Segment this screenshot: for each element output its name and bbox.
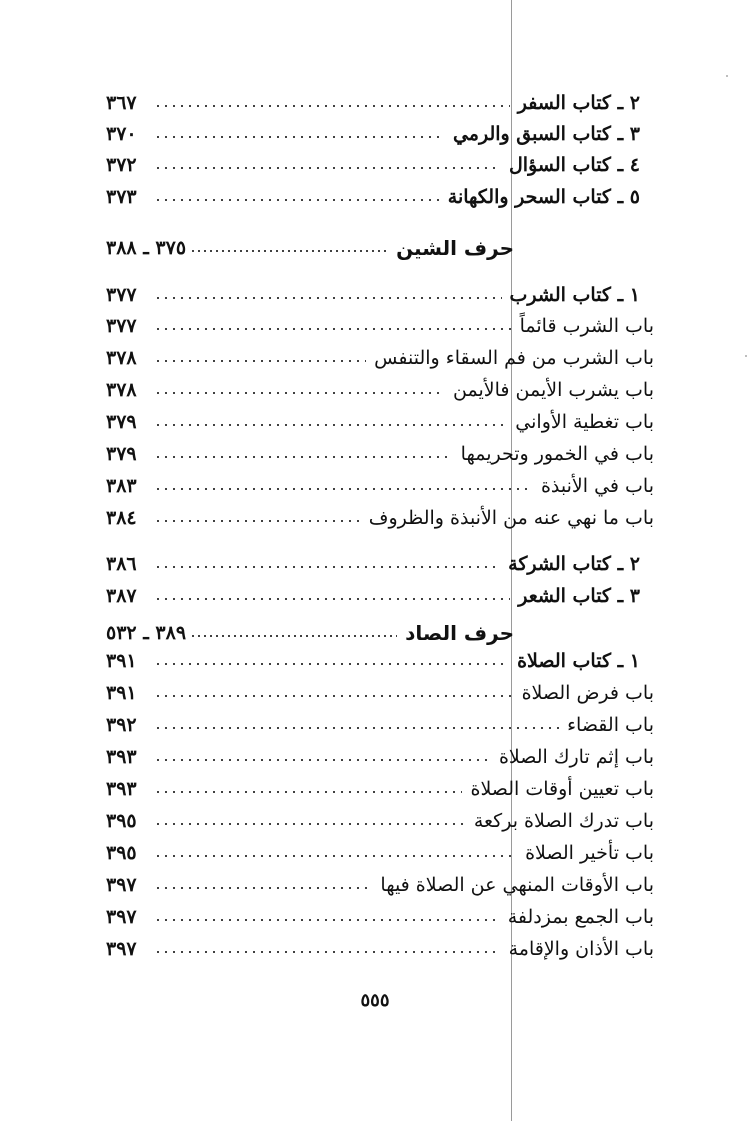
- toc-entry: [106, 470, 654, 502]
- toc-entry: [106, 310, 654, 342]
- toc-entry-title: باب فرض الصلاة: [521, 682, 654, 704]
- toc-entry-page: ٣٨٣: [106, 475, 137, 497]
- dot-leader: [154, 392, 445, 394]
- dot-leader: [154, 663, 509, 665]
- toc-entry-title: ٢ ـ كتاب السفر: [517, 92, 640, 114]
- toc-entry-page: ٣٨٦: [106, 553, 137, 575]
- toc-entry-title: ٣ ـ كتاب الشعر: [518, 585, 640, 607]
- dot-leader: [154, 791, 462, 793]
- toc-entry-page: ٣٧٨: [106, 379, 137, 401]
- paper-speck: [726, 75, 728, 77]
- toc-entry-page: ٣٩١: [106, 682, 137, 704]
- dot-leader: [154, 855, 517, 857]
- toc-entry-page: ٣٩١: [106, 650, 137, 672]
- toc-entry-title: باب الأذان والإقامة: [508, 938, 654, 960]
- dot-leader: [154, 360, 366, 362]
- toc-entry-page: ٣٧٩: [106, 443, 137, 465]
- toc-entry-title: باب تأخير الصلاة: [525, 842, 654, 864]
- toc-entry-title: باب الجمع بمزدلفة: [507, 906, 654, 928]
- toc-entry-title: باب في الأنبذة: [540, 475, 654, 497]
- dot-leader: [190, 250, 388, 252]
- dot-leader: [154, 951, 501, 953]
- toc-entry: [106, 933, 654, 965]
- toc-entry-page: ٣٩٧: [106, 906, 137, 928]
- dot-leader: [154, 488, 533, 490]
- toc-entry: [106, 118, 654, 150]
- dot-leader: [154, 727, 559, 729]
- dot-leader: [154, 105, 510, 107]
- toc-entry-page: ٣٩٣: [106, 778, 137, 800]
- section-heading-title: حرف الشين: [396, 236, 514, 260]
- toc-entry: [106, 580, 654, 612]
- toc-entry-title: باب القضاء: [567, 714, 654, 736]
- dot-leader: [154, 167, 501, 169]
- dot-leader: [154, 919, 500, 921]
- toc-entry: [106, 87, 654, 119]
- toc-entry-title: ٣ ـ كتاب السبق والرمي: [452, 123, 640, 145]
- toc-entry-page: ٣٧٩: [106, 411, 137, 433]
- toc-entry: [106, 837, 654, 869]
- toc-entry-page: ٣٧٧: [106, 284, 137, 306]
- toc-entry-title: ١ ـ كتاب الشرب: [509, 284, 640, 306]
- toc-entry-page: ٣٨٧: [106, 585, 137, 607]
- page-number: ٥٥٥: [360, 990, 390, 1011]
- toc-entry-title: باب ما نهي عنه من الأنبذة والظروف: [368, 507, 654, 529]
- section-heading-row: [106, 232, 654, 264]
- dot-leader: [154, 297, 502, 299]
- section-page-range: ٣٧٥ ـ ٣٨٨: [106, 237, 187, 259]
- toc-entry: [106, 741, 654, 773]
- toc-entry: [106, 279, 654, 311]
- dot-leader: [154, 695, 514, 697]
- dot-leader: [154, 598, 510, 600]
- toc-entry: [106, 805, 654, 837]
- toc-entry: [106, 773, 654, 805]
- toc-entry-page: ٣٩٥: [106, 842, 137, 864]
- section-heading-title: حرف الصاد: [405, 621, 514, 645]
- toc-entry: [106, 677, 654, 709]
- toc-entry: [106, 149, 654, 181]
- toc-entry-title: باب في الخمور وتحريمها: [460, 443, 654, 465]
- toc-entry-title: باب الأوقات المنهي عن الصلاة فيها: [380, 874, 654, 896]
- toc-entry-page: ٣٧٠: [106, 123, 137, 145]
- toc-entry-title: باب إثم تارك الصلاة: [498, 746, 654, 768]
- toc-entry: [106, 869, 654, 901]
- toc-entry-title: باب تدرك الصلاة بركعة: [473, 810, 654, 832]
- dot-leader: [154, 136, 445, 138]
- toc-entry-title: ١ ـ كتاب الصلاة: [517, 650, 640, 672]
- toc-entry-page: ٣٩٧: [106, 874, 137, 896]
- toc-entry: [106, 374, 654, 406]
- toc-entry-title: باب تعيين أوقات الصلاة: [470, 778, 654, 800]
- toc-entry-title: ٥ ـ كتاب السحر والكهانة: [447, 186, 640, 208]
- toc-entry-title: باب يشرب الأيمن فالأيمن: [453, 379, 654, 401]
- toc-entry-page: ٣٨٤: [106, 507, 137, 529]
- toc-entry: [106, 709, 654, 741]
- toc-entry: [106, 645, 654, 677]
- toc-entry-page: ٣٧٧: [106, 315, 137, 337]
- toc-entry-page: ٣٦٧: [106, 92, 137, 114]
- dot-leader: [154, 759, 491, 761]
- dot-leader: [154, 887, 372, 889]
- toc-entry-page: ٣٧٢: [106, 154, 137, 176]
- dot-leader: [154, 328, 512, 330]
- toc-entry-page: ٣٧٨: [106, 347, 137, 369]
- toc-entry-page: ٣٩٣: [106, 746, 137, 768]
- toc-entry-page: ٣٧٣: [106, 186, 137, 208]
- paper-speck: [745, 355, 747, 357]
- dot-leader: [154, 823, 466, 825]
- toc-entry: [106, 181, 654, 213]
- toc-entry-title: ٢ ـ كتاب الشركة: [508, 553, 640, 575]
- toc-entry: [106, 548, 654, 580]
- section-page-range: ٣٨٩ ـ ٥٣٢: [106, 622, 187, 644]
- toc-entry-title: باب تغطية الأواني: [515, 411, 654, 433]
- dot-leader: [190, 635, 397, 637]
- toc-entry-title: ٤ ـ كتاب السؤال: [508, 154, 640, 176]
- toc-entry: [106, 342, 654, 374]
- dot-leader: [154, 424, 507, 426]
- dot-leader: [154, 456, 453, 458]
- dot-leader: [154, 199, 440, 201]
- toc-entry-page: ٣٩٥: [106, 810, 137, 832]
- toc-entry: [106, 438, 654, 470]
- toc-entry-title: باب الشرب من فم السقاء والتنفس: [374, 347, 654, 369]
- dot-leader: [154, 520, 361, 522]
- dot-leader: [154, 566, 500, 568]
- toc-entry: [106, 406, 654, 438]
- toc-entry: [106, 502, 654, 534]
- toc-entry-page: ٣٩٢: [106, 714, 137, 736]
- toc-entry-title: باب الشرب قائماً: [519, 315, 654, 337]
- toc-entry: [106, 901, 654, 933]
- toc-entry-page: ٣٩٧: [106, 938, 137, 960]
